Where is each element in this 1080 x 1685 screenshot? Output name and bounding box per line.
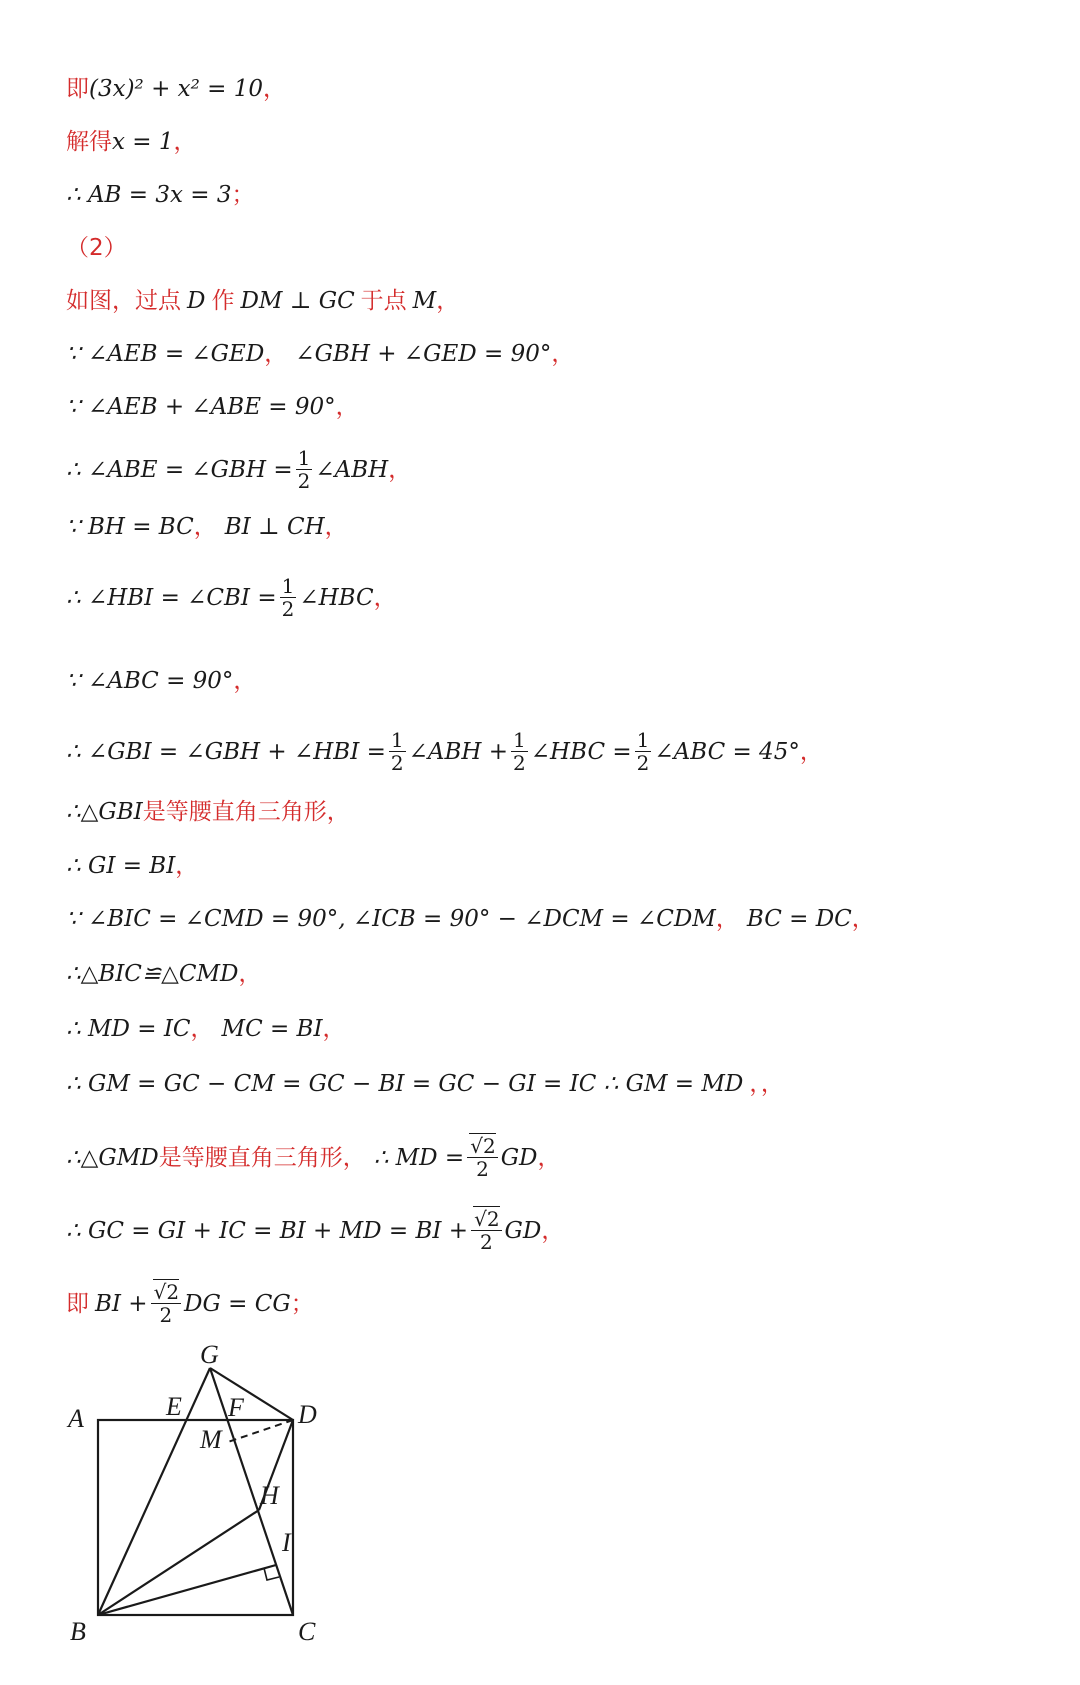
numerator: 1	[297, 446, 311, 470]
math: ∴△GBI	[66, 799, 143, 825]
math: GD	[504, 1217, 542, 1244]
math: MC = BI	[221, 1016, 323, 1042]
text-ji: 即	[66, 76, 89, 102]
punct: ，	[436, 288, 460, 314]
math: ∵ ∠AEB = ∠GED	[66, 341, 265, 367]
numerator	[471, 1208, 501, 1231]
square-ABCD	[98, 1420, 293, 1615]
label-E: E	[166, 1392, 182, 1421]
punct: ，	[335, 394, 359, 420]
text: 是等腰直角三角形，	[158, 1144, 366, 1171]
punct: ，	[263, 76, 287, 102]
punct: ，	[322, 1016, 346, 1042]
math: D	[187, 288, 206, 314]
numerator	[467, 1135, 497, 1158]
math: ∠GBH + ∠GED = 90°	[295, 341, 552, 367]
label-F: F	[228, 1393, 244, 1422]
math: ∴ MD = IC	[66, 1016, 191, 1042]
line-12	[66, 729, 823, 774]
punct: ；	[231, 182, 255, 208]
line-5	[66, 286, 459, 316]
punct: ，	[264, 341, 288, 367]
punct: ，	[715, 906, 739, 932]
math: ∴ ∠GBI = ∠GBH + ∠HBI =	[66, 738, 386, 765]
math: ∵ BH = BC	[66, 514, 194, 540]
segment-GD	[210, 1368, 293, 1420]
math: M	[412, 288, 437, 314]
sqrt-2: √2	[474, 1207, 500, 1231]
equation: x = 1	[112, 129, 174, 155]
math: BC = DC	[746, 906, 852, 932]
math: ∴△GMD	[66, 1144, 159, 1171]
segment-GC	[210, 1368, 293, 1615]
denominator: 2	[159, 1303, 173, 1327]
math: ∠ABH	[315, 456, 389, 483]
line-10	[66, 575, 397, 620]
fraction	[511, 729, 528, 774]
punct: ，	[388, 456, 412, 483]
math: ∵ ∠AEB + ∠ABE = 90°	[66, 394, 336, 420]
fraction	[296, 447, 313, 492]
equation: (3x)² + x² = 10	[89, 76, 264, 102]
punct: ，	[799, 738, 823, 765]
punct: ，	[173, 129, 197, 155]
text-ji: 即	[66, 1290, 89, 1317]
math: ∴ GC = GI + IC = BI + MD = BI +	[66, 1217, 469, 1244]
line-7	[66, 392, 359, 422]
math: ∠HBC =	[530, 738, 632, 765]
line-2	[66, 127, 197, 157]
geometry-figure	[60, 1335, 360, 1665]
equation: ∴ AB = 3x = 3	[66, 182, 232, 208]
numerator	[151, 1281, 181, 1304]
math: ∴ GM = GC − CM = GC − BI = GC − GI = IC ∴ GM = MD	[66, 1071, 744, 1097]
label-M: M	[200, 1425, 222, 1454]
line-1	[66, 74, 286, 104]
punct: ，	[175, 853, 199, 879]
punct: ，	[190, 1016, 214, 1042]
punct: ，	[373, 584, 397, 611]
text: 作	[211, 288, 235, 314]
math: ∠HBC	[299, 584, 374, 611]
line-14	[66, 851, 198, 881]
fraction	[467, 1135, 497, 1180]
numerator: 1	[513, 728, 526, 752]
line-11	[66, 666, 256, 696]
math: ∴ MD =	[373, 1144, 465, 1171]
line-9	[66, 512, 348, 542]
sqrt-2: √2	[153, 1280, 180, 1304]
fraction	[280, 575, 297, 620]
punct: ；	[290, 1290, 314, 1317]
math: ∴ ∠HBI = ∠CBI =	[66, 584, 277, 611]
numerator: 1	[636, 728, 650, 752]
line-21	[66, 1281, 314, 1326]
part-label: （2）	[66, 235, 127, 261]
punct: ，	[233, 668, 257, 694]
segment-BI	[98, 1565, 276, 1615]
punct: ，	[324, 514, 348, 540]
denominator: 2	[297, 469, 311, 493]
math: DG = CG	[184, 1290, 291, 1317]
math: ∠ABH +	[408, 738, 509, 765]
math: ∵ ∠BIC = ∠CMD = 90°, ∠ICB = 90° − ∠DCM = ∠CDM	[66, 906, 716, 932]
line-16	[66, 959, 261, 989]
denominator: 2	[390, 751, 404, 775]
denominator: 2	[479, 1230, 493, 1254]
math: ∠ABC = 45°	[654, 738, 800, 765]
math: DM ⊥ GC	[240, 288, 355, 314]
label-H: H	[260, 1481, 279, 1510]
label-B: B	[70, 1617, 86, 1646]
line-20	[66, 1208, 564, 1253]
punct: ，	[193, 514, 217, 540]
math: BI ⊥ CH	[224, 514, 325, 540]
math: ∵ ∠ABC = 90°	[66, 668, 234, 694]
segment-DM-dashed	[228, 1420, 293, 1442]
line-19	[66, 1135, 561, 1180]
punct: ，	[851, 906, 875, 932]
punct: ，	[551, 341, 575, 367]
denominator: 2	[281, 597, 295, 621]
punct: ，，	[749, 1071, 784, 1097]
text: 如图，过点	[66, 288, 181, 314]
line-8	[66, 447, 411, 492]
text: 是等腰直角三角形，	[142, 799, 350, 825]
line-3	[66, 180, 254, 210]
label-C: C	[298, 1617, 316, 1646]
line-17	[66, 1014, 346, 1044]
line-18	[66, 1069, 784, 1099]
math: ∴ ∠ABE = ∠GBH =	[66, 456, 293, 483]
denominator: 2	[636, 751, 650, 775]
fraction	[635, 729, 652, 774]
math: ∴ GI = BI	[66, 853, 176, 879]
punct: ，	[537, 1144, 561, 1171]
math: ∴△BIC≌△CMD	[66, 961, 239, 987]
label-A: A	[68, 1404, 84, 1433]
numerator: 1	[281, 574, 295, 598]
denominator: 2	[476, 1157, 489, 1181]
label-G: G	[200, 1340, 219, 1369]
fraction	[151, 1281, 181, 1326]
label-D: D	[298, 1400, 317, 1429]
punct: ，	[541, 1217, 565, 1244]
fraction	[471, 1208, 501, 1253]
numerator: 1	[390, 728, 404, 752]
line-15	[66, 904, 875, 934]
punct: ，	[238, 961, 262, 987]
text-jiede: 解得	[66, 129, 112, 155]
text: 于点	[360, 288, 407, 314]
line-13	[66, 797, 350, 827]
denominator: 2	[513, 751, 526, 775]
line-4	[66, 233, 127, 263]
label-I: I	[282, 1528, 291, 1557]
fraction	[389, 729, 406, 774]
math: BI +	[95, 1290, 148, 1317]
math: GD	[500, 1144, 538, 1171]
line-6	[66, 339, 574, 369]
sqrt-2: √2	[470, 1134, 496, 1158]
